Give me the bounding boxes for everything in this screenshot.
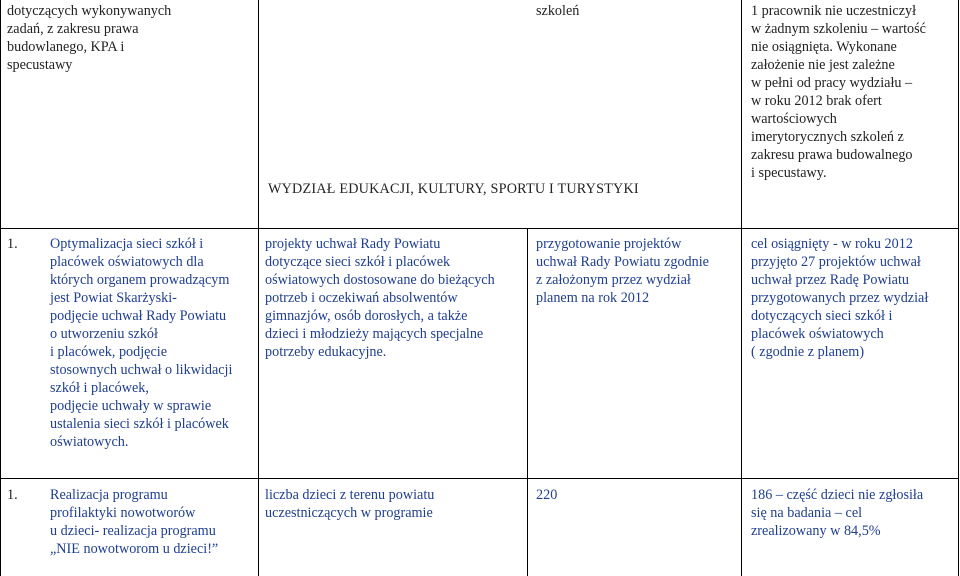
row1-task-text: Optymalizacja sieci szkół i placówek oświatowych dla których organem prowadzącym jest Powiat Skarżyski- podjęcie uchwał Rady Powiatu o utworzeniu szkół i placówek, podjęcie stosownych uchwał o likwidacji szkół i placówek, podjęcie uchwały w sprawie ustalenia sieci szkół i placówek oświatowych.	[50, 236, 233, 450]
grid-line	[0, 0, 1, 576]
grid-line	[0, 478, 959, 479]
grid-line	[0, 228, 959, 229]
row1-target-text: przygotowanie projektów uchwał Rady Powiatu zgodnie z założonym przez wydział planem na rok 2012	[536, 236, 709, 306]
row1-measure-text: projekty uchwał Rady Powiatu dotyczące sieci szkół i placówek oświatowych dostosowane do bieżących potrzeb i oczekiwań absolwentów gimnazjów, osób dorosłych, a także dzieci i młodzieży mających specjalne potrzeby edukacyjne.	[265, 236, 495, 360]
row2-task-text: Realizacja programu profilaktyki nowotworów u dzieci- realizacja programu „NIE nowotworom u dzieci!”	[50, 487, 219, 557]
section-header: WYDZIAŁ EDUKACJI, KULTURY, SPORTU I TURYSTYKI	[268, 181, 639, 197]
grid-line	[741, 0, 742, 576]
row2-number: 1.	[7, 487, 18, 503]
row2-result-text: 186 – część dzieci nie zgłosiła się na badania – cel zrealizowany w 84,5%	[751, 487, 924, 539]
grid-line	[958, 0, 959, 576]
row2-measure-text: liczba dzieci z terenu powiatu uczestniczących w programie	[265, 487, 435, 521]
top-row-task-text: dotyczących wykonywanych zadań, z zakresu prawa budowlanego, KPA i specustawy	[7, 3, 172, 73]
top-row-result-text: 1 pracownik nie uczestniczył w żadnym szkoleniu – wartość nie osiągnięta. Wykonane założenie nie jest zależne w pełni od pracy wydziału – w roku 2012 brak ofert wartościowych imerytorycznych szkoleń z zakresu prawa budowalnego i specustawy.	[751, 3, 926, 181]
top-row-measure-text: szkoleń	[536, 3, 580, 19]
grid-line	[527, 229, 528, 576]
row1-result-text: cel osiągnięty - w roku 2012 przyjęto 27 projektów uchwał uchwał przez Radę Powiatu przygotowanych przez wydział dotyczących sieci szkół i placówek oświatowych ( zgodnie z planem)	[751, 236, 929, 360]
row1-number: 1.	[7, 236, 18, 252]
grid-line	[258, 0, 259, 576]
row2-target-text: 220	[536, 487, 558, 503]
